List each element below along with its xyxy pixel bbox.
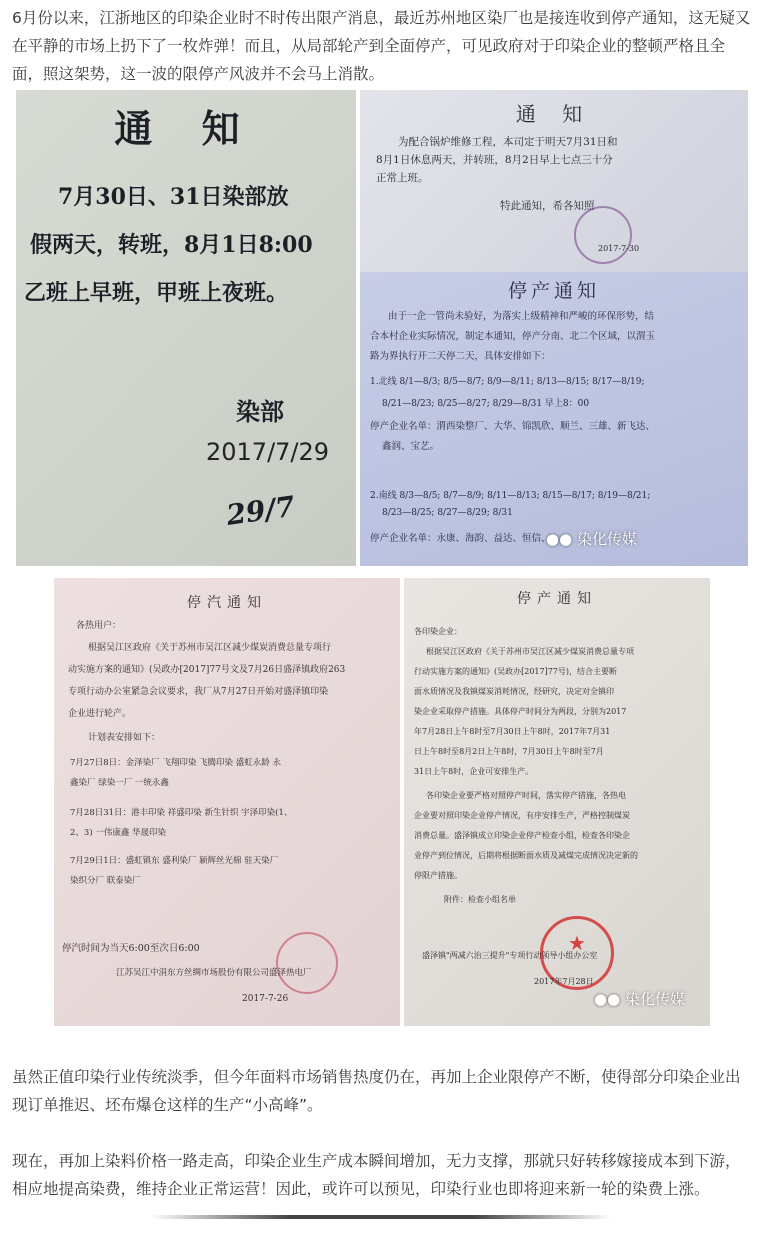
notice4-line-5: 企业进行轮产。 xyxy=(68,709,132,719)
notice2-title: 通 知 xyxy=(515,102,593,126)
notice4-line-8: 鑫染厂 绿染一厂 一统永鑫 xyxy=(70,778,169,788)
paragraph-2: 虽然正值印染行业传统淡季，但今年面料市场销售热度仍在，再加上企业限停产不断，使得部分印染企业出现订单推迟、坯布爆仓这样的生产“小高峰”。 xyxy=(12,1068,741,1114)
notice3-line-10: 2.南线 8/3—8/5; 8/7—8/9; 8/11—8/13; 8/15—8/17; 8/19—8/21; xyxy=(370,491,651,501)
bottom-divider xyxy=(150,1215,612,1219)
notice4-line-1: 各热用户： xyxy=(76,621,122,631)
notice5-line-1: 各印染企业： xyxy=(414,627,462,636)
seal-star-icon: ★ xyxy=(568,931,586,955)
notice5-line-2: 根据吴江区政府《关于苏州市吴江区减少煤炭消费总量专项 xyxy=(426,647,634,656)
notice5-line-9: 各印染企业要严格对照停产时间，落实停产措施，各热电 xyxy=(426,791,626,800)
notice1-line-2: 假两天，转班，8月1日8:00 xyxy=(30,232,313,258)
notice3-line-3: 路为界执行开二天停二天，具体安排如下： xyxy=(370,351,551,362)
notice3-line-7: 鑫润、宝艺。 xyxy=(382,441,440,452)
photo-printed-notice xyxy=(360,90,748,272)
notice4-line-3: 动实施方案的通知》(吴政办[2017]77号文及7月26日盛泽镇政府263 xyxy=(68,665,346,675)
notice1-line-1: 7月30日、31日染部放 xyxy=(58,184,289,210)
notice4-date: 2017-7-26 xyxy=(242,994,289,1004)
notice4-footer: 停汽时间为当天6:00至次日6:00 xyxy=(62,943,200,954)
notice5-line-6: 年7月28日上午8时至7月30日上午8时，2017年7月31 xyxy=(414,727,611,736)
notice3-line-12: 停产企业名单：永康、海韵、益达、恒信、 xyxy=(370,533,551,544)
notice1-line-3: 乙班上早班，甲班上夜班。 xyxy=(24,280,289,306)
intro-paragraph: 6月份以来，江浙地区的印染企业时不时传出限产消息，最近苏州地区染厂也是接连收到停产通知，这无疑又在平静的市场上扔下了一枚炸弹！而且，从局部轮产到全面停产，可见政府对于印染企业的整顿严格且全面，照这架势，这一波的限停产风波并不会马上消散。 xyxy=(12,9,751,83)
notice4-line-10: 2、3) 一伟康鑫 华晟印染 xyxy=(70,828,167,838)
notice2-line-1: 为配合锅炉维修工程，本司定于明天7月31日和 xyxy=(398,136,618,148)
notice2-date: 2017-7-30 xyxy=(598,244,640,253)
heat-plant-seal xyxy=(276,932,338,994)
paragraph-3: 现在，再加上染料价格一路走高，印染企业生产成本瞬间增加，无力支撑，那就只好转移嫁接成本到下游，相应地提高染费，维持企业正常运营！因此，或许可以预见，印染行业也即将迎来新一轮的染费上涨。 xyxy=(12,1152,741,1198)
notice5-line-13: 停限产措施。 xyxy=(414,871,462,880)
photo-stop-steam-notice xyxy=(54,578,400,1026)
watermark-text-2: 染化传媒 xyxy=(624,990,685,1008)
photo-town-stop-production-notice xyxy=(404,578,710,1026)
watermark-2 xyxy=(594,988,685,1009)
notice2-line-2: 8月1日休息两天，并转班，8月2日早上七点三十分 xyxy=(376,154,613,166)
notice3-line-2: 合本村企业实际情况，制定本通知，停产分南、北二个区域，以渭玉 xyxy=(370,331,656,342)
notice5-line-14: 附件：检查小组名单 xyxy=(444,895,516,904)
notice2-line-3: 正常上班。 xyxy=(376,172,429,184)
notice5-date: 2017年7月28日 xyxy=(534,977,594,986)
wechat-icon-2: ●● xyxy=(594,990,621,1008)
notice4-line-4: 专项行动办公室紧急会议要求，我厂从7月27日开始对盛泽镇印染 xyxy=(68,687,329,697)
notice4-line-12: 染织分厂 联泰染厂 xyxy=(70,876,141,886)
notice3-line-6: 停产企业名单：渭西染整厂、大华、锦凯欣、顺兰、三雄、新飞达、 xyxy=(370,421,656,432)
notice5-line-3: 行动实施方案的通知》(吴政办[2017]77号)，结合主要断 xyxy=(414,667,618,676)
notice5-line-12: 业停产到位情况，后期将根据断面水质及减煤完成情况决定新的 xyxy=(414,851,638,860)
notice4-company: 江苏吴江中涓东方丝绸市场股份有限公司盛泽热电厂 xyxy=(116,968,312,978)
notice5-office: 盛泽镇"两减六治三提升"专项行动领导小组办公室 xyxy=(422,951,598,960)
notice1-title: 通 知 xyxy=(114,106,258,151)
notice3-line-11: 8/23—8/25; 8/27—8/29; 8/31 xyxy=(382,508,513,518)
company-seal xyxy=(574,206,632,264)
notice1-dept: 染部 xyxy=(236,397,284,426)
notice4-title: 停汽通知 xyxy=(187,595,267,611)
notice1-signature: 29/7 xyxy=(224,489,297,532)
notice4-line-9: 7月28日31日：港丰印染 祥盛印染 新生针织 宇泽印染(1、 xyxy=(70,808,293,818)
watermark-1 xyxy=(546,528,637,549)
notice4-line-7: 7月27日8日：金泽染厂 飞翔印染 飞腾印染 盛虹永龄 永 xyxy=(70,758,281,768)
notice3-title: 停产通知 xyxy=(507,280,600,302)
notice5-line-4: 面水质情况及我镇煤炭消耗情况，经研究，决定对全镇印 xyxy=(414,687,614,696)
notice4-line-2: 根据吴江区政府《关于苏州市吴江区减少煤炭消费总量专项行 xyxy=(88,643,332,653)
photo-stop-production-notice xyxy=(360,272,748,566)
notice5-line-8: 31日上午8时，企业可安排生产。 xyxy=(414,767,534,776)
notice5-line-10: 企业要对照印染企业停产情况，有序安排生产，严格控制煤炭 xyxy=(414,811,630,820)
notice3-line-1: 由于一企一管尚未验好，为落实上级精神和严峻的环保形势，结 xyxy=(388,311,655,322)
notice3-line-4: 1.北线 8/1—8/3; 8/5—8/7; 8/9—8/11; 8/13—8/15; 8/17—8/19; xyxy=(370,377,645,387)
notice2-line-4: 特此通知，希各知照 xyxy=(500,200,595,212)
notice5-title: 停产通知 xyxy=(517,591,597,607)
notice1-date: 2017/7/29 xyxy=(206,438,330,466)
notice3-line-5: 8/21—8/23; 8/25—8/27; 8/29—8/31 早上8：00 xyxy=(382,399,590,409)
notice5-line-11: 消费总量。盛泽镇成立印染企业停产检查小组，检查各印染企 xyxy=(414,831,630,840)
wechat-icon: ●● xyxy=(546,530,573,548)
watermark-text: 染化传媒 xyxy=(576,530,637,548)
notice5-line-7: 日上午8时至8月2日上午8时，7月30日上午8时至7月 xyxy=(414,747,604,756)
notice5-line-5: 染企业采取停产措施。具体停产时间分为两段，分别为2017 xyxy=(414,707,627,716)
notice4-line-6: 计划表安排如下： xyxy=(88,733,161,743)
photo-handwritten-notice xyxy=(16,90,356,566)
notice4-line-11: 7月29日1日：盛虹镇东 盛利染厂 颖辉丝光棉 驻天染厂 xyxy=(70,856,279,866)
